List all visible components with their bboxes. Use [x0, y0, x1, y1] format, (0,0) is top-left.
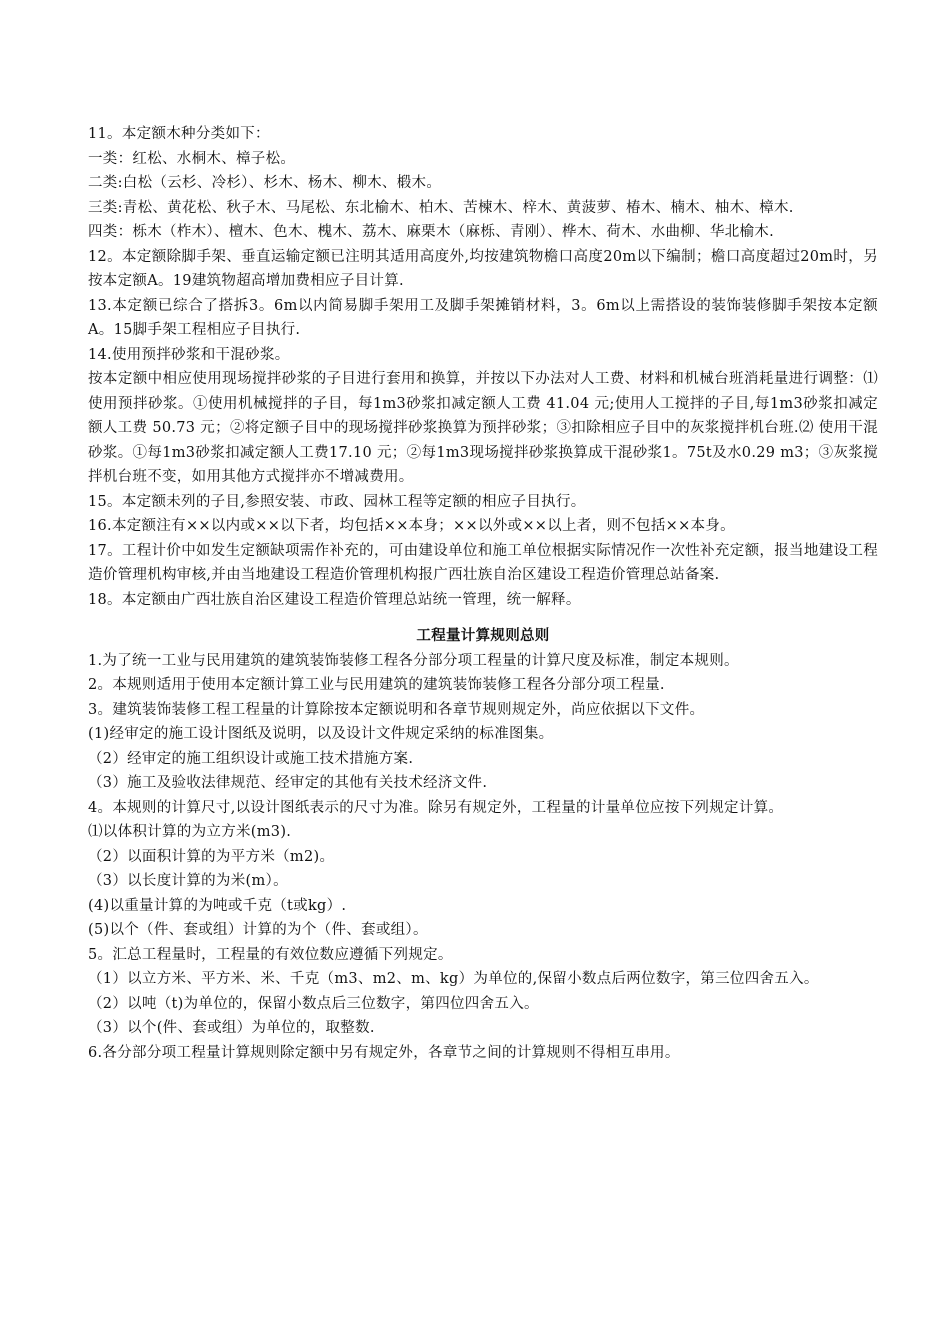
rule-5-item-2: （2）以吨（t)为单位的，保留小数点后三位数字，第四位四舍五入。 [88, 995, 539, 1012]
paragraph-11: 11。本定额木种分类如下： [88, 126, 270, 142]
rule-4-item-2: （2）以面积计算的为平方米（m2)。 [88, 848, 335, 865]
rule-2: 2。本规则适用于使用本定额计算工业与民用建筑的建筑装饰装修工程各分部分项工程量. [88, 677, 665, 693]
paragraph-14: 14.使用预拌砂浆和干混砂浆。 [88, 346, 290, 363]
rule-5: 5。汇总工程量时，工程量的有效位数应遵循下列规定。 [88, 946, 453, 963]
paragraph-16: 16.本定额注有××以内或××以下者，均包括××本身；××以外或××以上者，则不包括××本身。 [88, 518, 735, 534]
paragraph-14-detail: 按本定额中相应使用现场搅拌砂浆的子目进行套用和换算，并按以下办法对人工费、材料和机械台班消耗量进行调整：⑴ 使用预拌砂浆。①使用机械搅拌的子目，每1m3砂浆扣减定额人工费 41.04 元;使用人工搅拌的子目,每1m3砂浆扣减定额人工费 50.73 元；②将定额子目中的现场搅拌砂浆换算为预拌砂浆；③扣除相应子目中的灰浆搅拌机台班.⑵ 使用干混砂浆。①每1m3砂浆扣减定额人工费17.10 元；②每1m3现场搅拌砂浆换算成干混砂浆1。75t及水0.29 m3；③灰浆搅拌机台班不变，如用其他方式搅拌亦不增减费用。 [88, 371, 878, 485]
rule-4-item-1: ⑴以体积计算的为立方米(m3). [88, 824, 292, 840]
wood-class-3: 三类:青松、黄花松、秋子木、马尾松、东北榆木、柏木、苦楝木、梓木、黄菠萝、椿木、楠木、柚木、樟木. [88, 199, 794, 216]
paragraph-17: 17。工程计价中如发生定额缺项需作补充的，可由建设单位和施工单位根据实际情况作一次性补充定额，报当地建设工程造价管理机构审核,并由当地建设工程造价管理机构报广西壮族自治区建设工程造价管理总站备案. [88, 542, 878, 583]
rule-3: 3。建筑装饰装修工程工程量的计算除按本定额说明和各章节规则规定外，尚应依据以下文件。 [88, 701, 705, 718]
wood-class-4: 四类：栎木（柞木）、檀木、色木、槐木、荔木、麻栗木（麻栎、青刚）、桦木、荷木、水曲柳、华北榆木. [88, 224, 775, 240]
rule-4-item-5: (5)以个（件、套或组）计算的为个（件、套或组）。 [88, 922, 428, 938]
rule-5-item-3: （3）以个(件、套或组）为单位的，取整数. [88, 1020, 375, 1036]
rule-6: 6.各分部分项工程量计算规则除定额中另有规定外，各章节之间的计算规则不得相互串用。 [88, 1044, 680, 1061]
rule-4: 4。本规则的计算尺寸,以设计图纸表示的尺寸为准。除另有规定外，工程量的计量单位应按下列规定计算。 [88, 799, 784, 816]
paragraph-15: 15。本定额未列的子目,参照安装、市政、园林工程等定额的相应子目执行。 [88, 493, 586, 510]
rule-5-item-1: （1）以立方米、平方米、米、千克（m3、m2、m、kg）为单位的,保留小数点后两位数字，第三位四舍五入。 [88, 971, 819, 987]
rule-3-item-3: （3）施工及验收法律规范、经审定的其他有关技术经济文件. [88, 775, 488, 791]
rule-4-item-4: (4)以重量计算的为吨或千克（t或kg）. [88, 897, 347, 914]
wood-class-2: 二类:白松（云杉、冷杉）、杉木、杨木、柳木、椴木。 [88, 175, 442, 191]
rule-3-item-2: （2）经审定的施工组织设计或施工技术措施方案. [88, 750, 414, 767]
wood-class-1: 一类：红松、水桐木、樟子松。 [88, 150, 296, 167]
rule-4-item-3: （3）以长度计算的为米(m）。 [88, 873, 288, 889]
rule-3-item-1: (1)经审定的施工设计图纸及说明，以及设计文件规定采纳的标准图集。 [88, 726, 554, 742]
document-page [88, 122, 878, 1065]
section-heading: 工程量计算规则总则 [416, 627, 550, 644]
paragraph-18: 18。本定额由广西壮族自治区建设工程造价管理总站统一管理，统一解释。 [88, 591, 581, 608]
paragraph-13: 13.本定额已综合了搭拆3。6m以内简易脚手架用工及脚手架摊销材料，3。6m以上需搭设的装饰装修脚手架按本定额A。15脚手架工程相应子目执行. [88, 297, 878, 338]
rule-1: 1.为了统一工业与民用建筑的建筑装饰装修工程各分部分项工程量的计算尺度及标准，制定本规则。 [88, 652, 739, 669]
paragraph-12: 12。本定额除脚手架、垂直运输定额已注明其适用高度外,均按建筑物檐口高度20m以下编制；檐口高度超过20m时，另按本定额A。19建筑物超高增加费相应子目计算. [88, 248, 878, 289]
